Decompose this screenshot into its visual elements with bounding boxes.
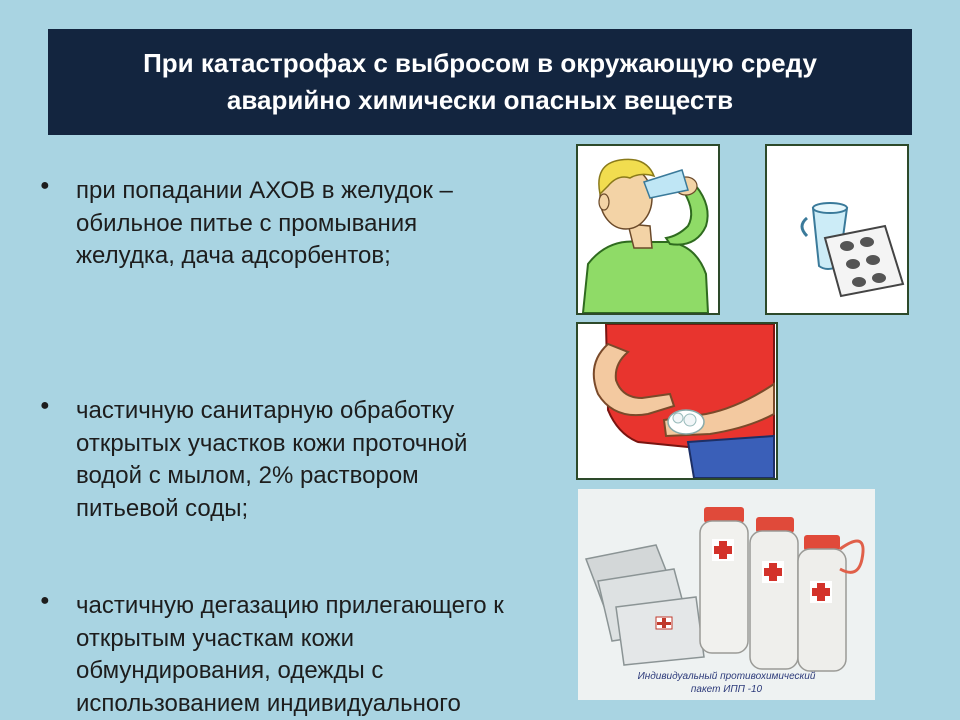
bullet-line: при попадании АХОВ в желудок – [76,177,453,204]
drinking-person-illustration [578,146,718,313]
slide-title-line-1: При катастрофах с выбросом в окружающую среду [143,48,817,78]
bullet-line: открытым участкам кожи [76,624,355,652]
anti-chemical-kit-illustration [578,489,875,700]
bullet-dot-icon: ● [40,177,50,194]
skin-treatment-illustration [578,324,776,478]
bullet-text [76,590,576,720]
bullet-line: частичную дегазацию прилегающего к [76,592,504,619]
kit-caption-line-1: Индивидуальный противохимический [637,671,816,682]
bullet-line: использованием индивидуального [76,689,461,717]
slide-title-line-2: аварийно химически опасных веществ [226,85,734,115]
bullet-line: желудка, дача адсорбентов; [76,242,391,269]
bullet-text [76,395,576,525]
kit-caption-line-2: пакет ИПП -10 [690,684,763,695]
bullet-line: водой с мылом, 2% раствором [76,462,419,489]
bullet-dot-icon: ● [40,397,50,414]
anti-chemical-kit-photo [578,489,875,700]
bullet-line: открытых участков кожи проточной [76,429,468,457]
drinking-person-image [576,144,720,315]
bullet-text [76,175,576,273]
bullet-line: обмундирования, одежды с [76,657,384,684]
pills-and-glass-image [765,144,909,315]
skin-treatment-image [576,322,778,480]
pills-and-glass-illustration [767,146,907,313]
bullet-dot-icon: ● [40,592,50,609]
bullet-line: питьевой соды; [76,494,249,522]
slide-title-bar [48,29,912,135]
bullet-line: частичную санитарную обработку [76,397,455,424]
bullet-line: обильное питье с промывания [76,209,418,237]
